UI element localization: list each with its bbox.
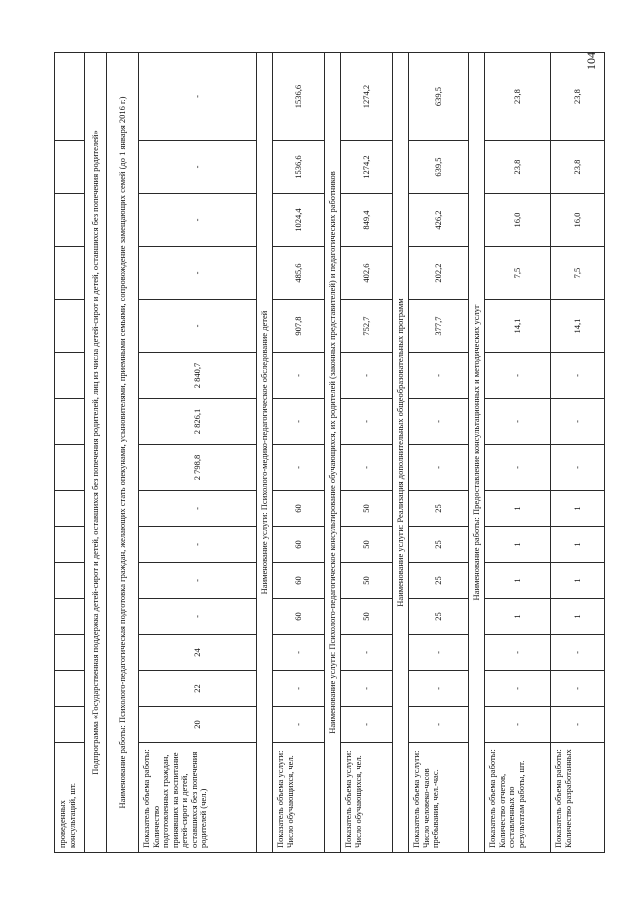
cell: - <box>551 635 605 671</box>
cell: - <box>273 635 325 671</box>
cell: - <box>485 445 551 491</box>
cell: - <box>139 194 257 247</box>
cell: 639,5 <box>409 141 469 194</box>
service1-title: Наименование услуги: Психолого-медико-педагогическое обследование детей <box>257 53 273 853</box>
cell: 1 <box>551 599 605 635</box>
service3-title: Наименование услуги: Реализация дополнительных общеобразовательных программ <box>393 53 409 853</box>
cell: 907,8 <box>273 300 325 353</box>
cell: - <box>409 707 469 743</box>
table-row <box>409 53 469 853</box>
table-row <box>139 53 257 853</box>
cell: 50 <box>341 599 393 635</box>
cell: - <box>139 53 257 141</box>
cell: 23,8 <box>551 53 605 141</box>
cell: - <box>341 635 393 671</box>
cell: - <box>409 635 469 671</box>
cell: 1 <box>485 491 551 527</box>
page-number: 104 <box>584 52 598 70</box>
cell: - <box>551 445 605 491</box>
table-row <box>273 53 325 853</box>
cell: - <box>273 445 325 491</box>
cell: 1 <box>551 491 605 527</box>
cell: - <box>485 707 551 743</box>
section-row <box>85 53 107 853</box>
table-row <box>551 53 605 853</box>
cell: 849,4 <box>341 194 393 247</box>
cell: - <box>409 399 469 445</box>
cell: 50 <box>341 491 393 527</box>
cell: - <box>551 353 605 399</box>
cell: 14,1 <box>551 300 605 353</box>
cell: 20 <box>139 707 257 743</box>
cell: 24 <box>139 635 257 671</box>
cell: 639,5 <box>409 53 469 141</box>
cell: 485,6 <box>273 247 325 300</box>
cell: - <box>139 563 257 599</box>
row-label: Показатель объема услуги: Число обучающихся, чел. <box>273 743 325 853</box>
cell: 23,8 <box>551 141 605 194</box>
row-label-top: проведенных консультаций, шт. <box>55 743 85 853</box>
cell: 25 <box>409 491 469 527</box>
cell: 752,7 <box>341 300 393 353</box>
cell: - <box>341 399 393 445</box>
cell: 7,5 <box>485 247 551 300</box>
cell: - <box>485 399 551 445</box>
cell: 23,8 <box>485 141 551 194</box>
cell: 16,0 <box>485 194 551 247</box>
cell: 1 <box>485 599 551 635</box>
table-row <box>341 53 393 853</box>
cell: - <box>551 671 605 707</box>
cell: 202,2 <box>409 247 469 300</box>
cell: 1536,6 <box>273 141 325 194</box>
cell: - <box>341 671 393 707</box>
table-row <box>485 53 551 853</box>
program-title: Подпрограмма «Государственная поддержка детей-сирот и детей, оставшихся без попечения родителей, лиц из числа детей-сирот и детей, оставшихся без попечения родителей» <box>85 53 107 853</box>
cell: 426,2 <box>409 194 469 247</box>
cell: 14,1 <box>485 300 551 353</box>
cell: 25 <box>409 527 469 563</box>
cell: - <box>273 399 325 445</box>
cell: - <box>551 399 605 445</box>
cell: - <box>341 707 393 743</box>
cell: 16,0 <box>551 194 605 247</box>
section-row <box>393 53 409 853</box>
cell: 60 <box>273 491 325 527</box>
section-row <box>107 53 139 853</box>
cell: 7,5 <box>551 247 605 300</box>
cell: 50 <box>341 563 393 599</box>
cell: 1 <box>551 563 605 599</box>
cell: - <box>139 527 257 563</box>
cell: - <box>139 599 257 635</box>
cell: - <box>139 247 257 300</box>
work1-title: Наименование работы: Психолого-педагогическая подготовка граждан, желающих стать опекунами, усыновителями, приемными семьями, сопровождение замещающих семей (до 1 января 2016 г.) <box>107 53 139 853</box>
cell: - <box>139 141 257 194</box>
cell: 1274,2 <box>341 141 393 194</box>
row-label: Показатель объема работы: Количество подготовленных граждан, принявших на воспитание детей-сирот и детей, оставшихся без попечения родителей (чел.) <box>139 743 257 853</box>
cell: 60 <box>273 599 325 635</box>
row-label: Показатель объема услуги: Число обучающихся, чел. <box>341 743 393 853</box>
cell: - <box>273 353 325 399</box>
cell: 1024,4 <box>273 194 325 247</box>
cell: - <box>139 491 257 527</box>
cell: 25 <box>409 599 469 635</box>
cell: 1 <box>485 527 551 563</box>
cell: 25 <box>409 563 469 599</box>
cell: - <box>551 707 605 743</box>
cell: - <box>485 353 551 399</box>
cell: - <box>273 707 325 743</box>
cell: 23,8 <box>485 53 551 141</box>
cell: - <box>341 445 393 491</box>
budget-table <box>54 52 605 853</box>
cell: 1274,2 <box>341 53 393 141</box>
cell: - <box>273 671 325 707</box>
cell: - <box>409 445 469 491</box>
cell: 1 <box>551 527 605 563</box>
cell: - <box>485 635 551 671</box>
cell: - <box>341 353 393 399</box>
cell: 402,6 <box>341 247 393 300</box>
cell: 2 840,7 <box>139 353 257 399</box>
cell: 60 <box>273 527 325 563</box>
cell: 2 798,8 <box>139 445 257 491</box>
cell: 377,7 <box>409 300 469 353</box>
row-label: Показатель объема работы: Количество отчетов, составленных по результатам работы, шт. <box>485 743 551 853</box>
cell: - <box>409 353 469 399</box>
cell: 60 <box>273 563 325 599</box>
cell: - <box>139 300 257 353</box>
cell: 2 826,1 <box>139 399 257 445</box>
section-row <box>325 53 341 853</box>
cell: 22 <box>139 671 257 707</box>
section-row <box>257 53 273 853</box>
cell: 1 <box>485 563 551 599</box>
section-row <box>469 53 485 853</box>
row-label: Показатель объема услуги: Число человеко-часов пребывания, чел.-час. <box>409 743 469 853</box>
cell: - <box>409 671 469 707</box>
work2-title: Наименование работы: Предоставление консультационных и методических услуг <box>469 53 485 853</box>
row-label: Показатель объема работы: Количество разработанных <box>551 743 605 853</box>
cell: - <box>485 671 551 707</box>
cell: 1536,6 <box>273 53 325 141</box>
cell: 50 <box>341 527 393 563</box>
service2-title: Наименование услуги: Психолого-педагогическое консультирование обучающихся, их родителей (законных представителей) и педагогических работников <box>325 53 341 853</box>
rotated-table-wrapper <box>54 53 604 853</box>
table-row <box>55 53 85 853</box>
